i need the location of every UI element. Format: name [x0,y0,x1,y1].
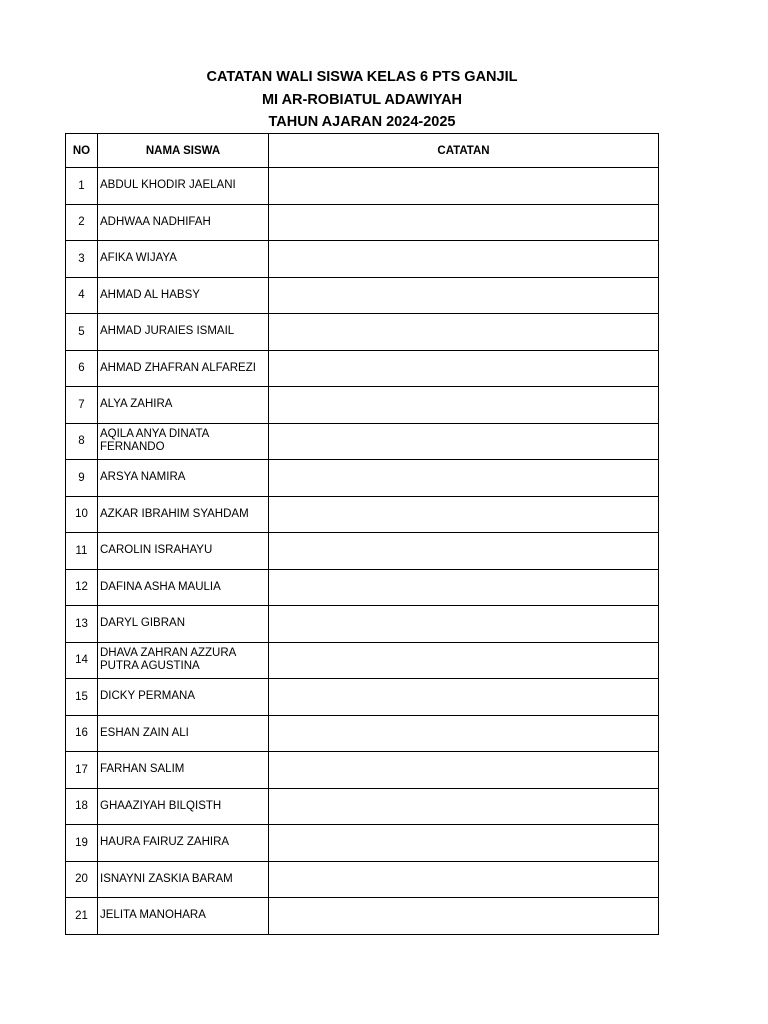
note-cell [269,752,659,789]
title-line-3: TAHUN AJARAN 2024-2025 [268,114,456,130]
row-number: 14 [66,642,98,679]
row-number: 2 [66,204,98,241]
student-name: AQILA ANYA DINATA FERNANDO [98,423,269,460]
table-row [66,350,659,387]
table-row [66,460,659,497]
student-name: HAURA FAIRUZ ZAHIRA [98,825,269,862]
student-name: ALYA ZAHIRA [98,387,269,424]
row-number: 10 [66,496,98,533]
table-row [66,241,659,278]
note-cell [269,679,659,716]
student-name: AFIKA WIJAYA [98,241,269,278]
row-number: 9 [66,460,98,497]
row-number: 21 [66,898,98,935]
note-cell [269,168,659,205]
note-cell [269,423,659,460]
student-name: ISNAYNI ZASKIA BARAM [98,861,269,898]
student-name: AHMAD ZHAFRAN ALFAREZI [98,350,269,387]
student-name: ABDUL KHODIR JAELANI [98,168,269,205]
row-number: 5 [66,314,98,351]
student-name: DICKY PERMANA [98,679,269,716]
note-cell [269,460,659,497]
note-cell [269,314,659,351]
student-name: AHMAD JURAIES ISMAIL [98,314,269,351]
table-body [66,168,659,935]
table-row [66,898,659,935]
row-number: 8 [66,423,98,460]
note-cell [269,204,659,241]
note-cell [269,861,659,898]
table-row [66,861,659,898]
student-name: FARHAN SALIM [98,752,269,789]
note-cell [269,788,659,825]
document-title [66,66,658,134]
table-header-row [66,134,659,168]
row-number: 16 [66,715,98,752]
note-cell [269,533,659,570]
note-cell [269,241,659,278]
title-line-2: MI AR-ROBIATUL ADAWIYAH [261,91,463,108]
row-number: 18 [66,788,98,825]
row-number: 19 [66,825,98,862]
table-row [66,569,659,606]
table-row [66,642,659,679]
table-row [66,825,659,862]
table-row [66,606,659,643]
note-cell [269,350,659,387]
row-number: 6 [66,350,98,387]
note-cell [269,825,659,862]
header-student-name: NAMA SISWA [98,134,269,168]
student-name: AZKAR IBRAHIM SYAHDAM [98,496,269,533]
row-number: 3 [66,241,98,278]
student-name: CAROLIN ISRAHAYU [98,533,269,570]
title-line-1: CATATAN WALI SISWA KELAS 6 PTS GANJIL [206,69,518,85]
table-row [66,314,659,351]
table-row [66,679,659,716]
table-row [66,752,659,789]
header-no: NO [66,134,98,168]
student-name: DAFINA ASHA MAULIA [98,569,269,606]
note-cell [269,387,659,424]
student-name: ESHAN ZAIN ALI [98,715,269,752]
student-notes-table [65,133,659,935]
table-row [66,788,659,825]
table-row [66,423,659,460]
student-name: ADHWAA NADHIFAH [98,204,269,241]
student-name: ARSYA NAMIRA [98,460,269,497]
row-number: 17 [66,752,98,789]
student-name: DHAVA ZAHRAN AZZURA PUTRA AGUSTINA [98,642,269,679]
note-cell [269,496,659,533]
table-row [66,204,659,241]
row-number: 12 [66,569,98,606]
note-cell [269,606,659,643]
student-name: JELITA MANOHARA [98,898,269,935]
header-notes: CATATAN [269,134,659,168]
student-name: DARYL GIBRAN [98,606,269,643]
table-row [66,496,659,533]
row-number: 13 [66,606,98,643]
row-number: 1 [66,168,98,205]
note-cell [269,277,659,314]
note-cell [269,642,659,679]
student-name: GHAAZIYAH BILQISTH [98,788,269,825]
table-row [66,277,659,314]
row-number: 7 [66,387,98,424]
table-row [66,715,659,752]
table-row [66,168,659,205]
note-cell [269,569,659,606]
table-row [66,387,659,424]
row-number: 4 [66,277,98,314]
note-cell [269,898,659,935]
table-row [66,533,659,570]
row-number: 15 [66,679,98,716]
row-number: 11 [66,533,98,570]
note-cell [269,715,659,752]
row-number: 20 [66,861,98,898]
student-name: AHMAD AL HABSY [98,277,269,314]
